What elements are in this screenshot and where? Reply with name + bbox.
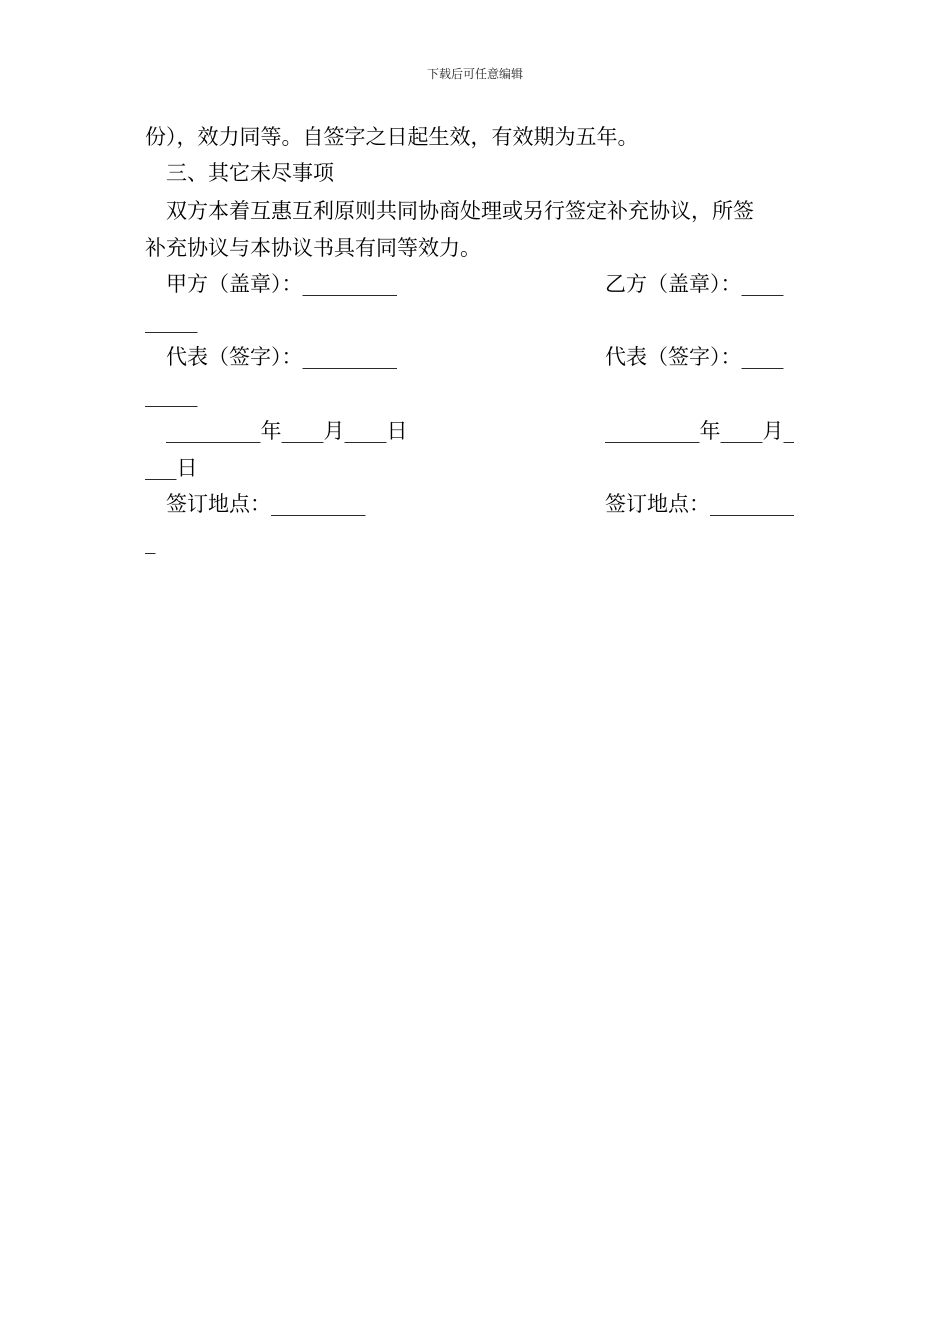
party-b-signing-place-field: 签订地点：________ xyxy=(605,492,794,516)
party-a-seal-field: 甲方（盖章）：_________ xyxy=(166,272,397,296)
party-a-signing-place-field: 签订地点：_________ xyxy=(166,492,366,516)
page-header-note: 下载后可任意编辑 xyxy=(426,67,523,81)
party-a-representative-field: 代表（签字）：_________ xyxy=(166,345,397,369)
party-b-signing-place-field-wrap: _ xyxy=(145,530,156,554)
paragraph-validity-line: 份），效力同等。自签字之日起生效，有效期为五年。 xyxy=(145,125,639,149)
party-a-date-field: _________年____月____日 xyxy=(166,419,408,443)
party-b-seal-field-wrap: _____ xyxy=(145,309,198,333)
section-3-title: 三、其它未尽事项 xyxy=(166,161,334,185)
supplement-paragraph-line-1: 双方本着互惠互利原则共同协商处理或另行签定补充协议，所签 xyxy=(166,199,754,223)
supplement-paragraph-line-2: 补充协议与本协议书具有同等效力。 xyxy=(145,236,481,260)
party-b-date-field-wrap: ___日 xyxy=(145,456,198,480)
party-b-date-field: _________年____月_ xyxy=(605,419,794,443)
party-b-representative-field: 代表（签字）：____ xyxy=(605,345,784,369)
party-b-seal-field: 乙方（盖章）：____ xyxy=(605,272,784,296)
party-b-representative-field-wrap: _____ xyxy=(145,383,198,407)
